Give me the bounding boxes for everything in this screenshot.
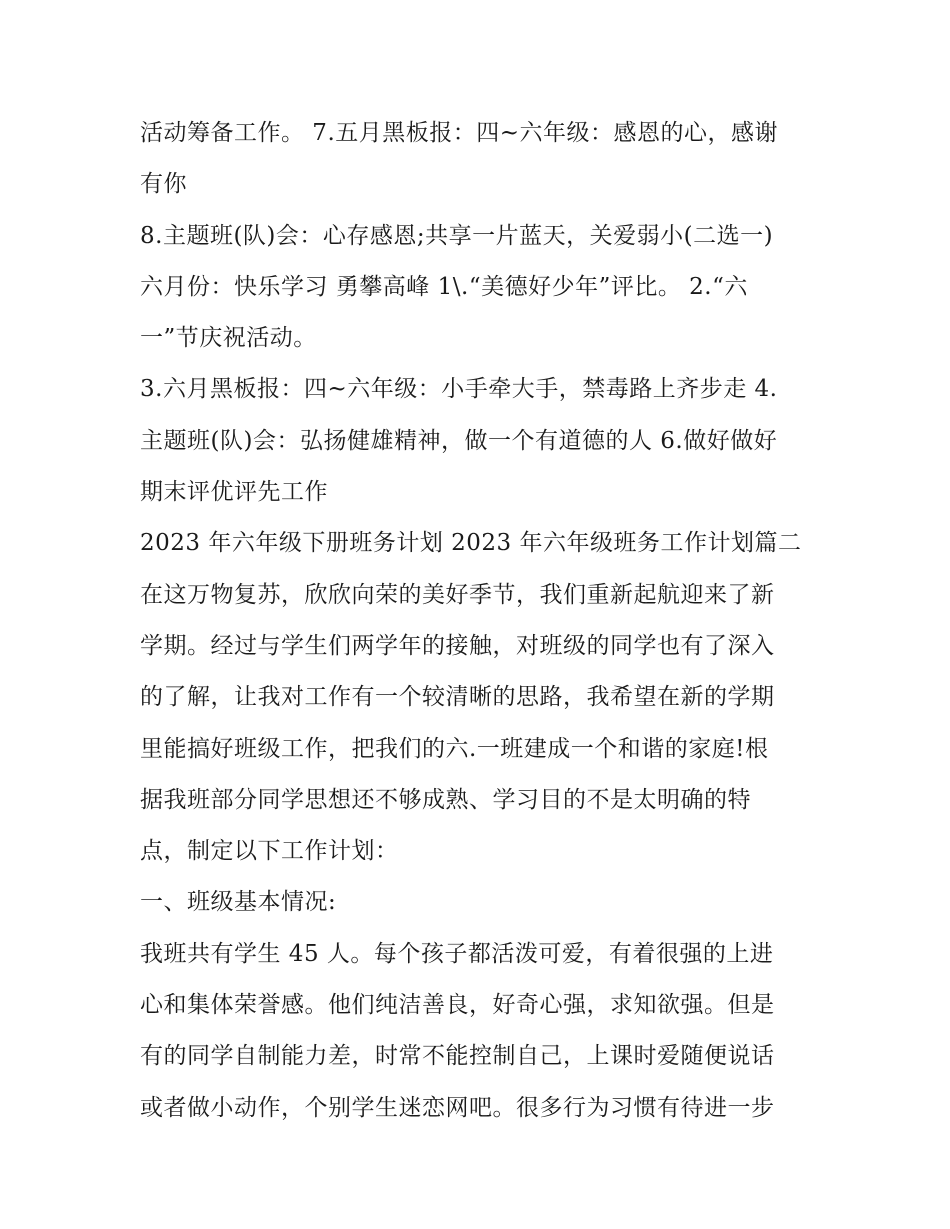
- text-line: 六月份：快乐学习 勇攀高峰 1\.“美德好少年”评比。 2.“六: [140, 273, 748, 300]
- text-line: 一、班级基本情况:: [140, 889, 337, 916]
- text-line: 3.六月黑板报：四~六年级：小手牵大手，禁毒路上齐步走 4.: [140, 376, 778, 403]
- document-body: [140, 108, 820, 1134]
- text-line: 有的同学自制能力差，时常不能控制自己，上课时爱随便说话: [140, 1043, 775, 1070]
- text-line: 主题班(队)会：弘扬健雄精神，做一个有道德的人 6.做好做好: [140, 427, 778, 454]
- text-line: 我班共有学生 45 人。每个孩子都活泼可爱，有着很强的上进: [140, 940, 774, 967]
- text-line: 据我班部分同学思想还不够成熟、学习目的不是太明确的特: [140, 786, 751, 813]
- text-line: 点，制定以下工作计划：: [140, 838, 399, 865]
- text-line: 有你: [140, 171, 187, 198]
- text-line: 或者做小动作，个别学生迷恋网吧。很多行为习惯有待进一步: [140, 1094, 775, 1121]
- text-line: 期末评优评先工作: [140, 479, 328, 506]
- text-line: 在这万物复苏，欣欣向荣的美好季节，我们重新起航迎来了新: [140, 581, 775, 608]
- text-line: 8.主题班(队)会：心存感恩;共享一片蓝天，关爱弱小(二选一): [140, 222, 774, 249]
- text-line: 一”节庆祝活动。: [140, 325, 317, 352]
- text-line: 的了解，让我对工作有一个较清晰的思路，我希望在新的学期: [140, 684, 775, 711]
- text-line: 活动筹备工作。 7.五月黑板报：四~六年级：感恩的心，感谢: [140, 120, 779, 146]
- text-line: 心和集体荣誉感。他们纯洁善良，好奇心强，求知欲强。但是: [140, 992, 775, 1019]
- text-line: 学期。经过与学生们两学年的接触，对班级的同学也有了深入: [140, 632, 775, 659]
- text-line: 2023 年六年级下册班务计划 2023 年六年级班务工作计划篇二: [140, 530, 802, 557]
- text-line: 里能搞好班级工作，把我们的六.一班建成一个和谐的家庭!根: [140, 735, 769, 762]
